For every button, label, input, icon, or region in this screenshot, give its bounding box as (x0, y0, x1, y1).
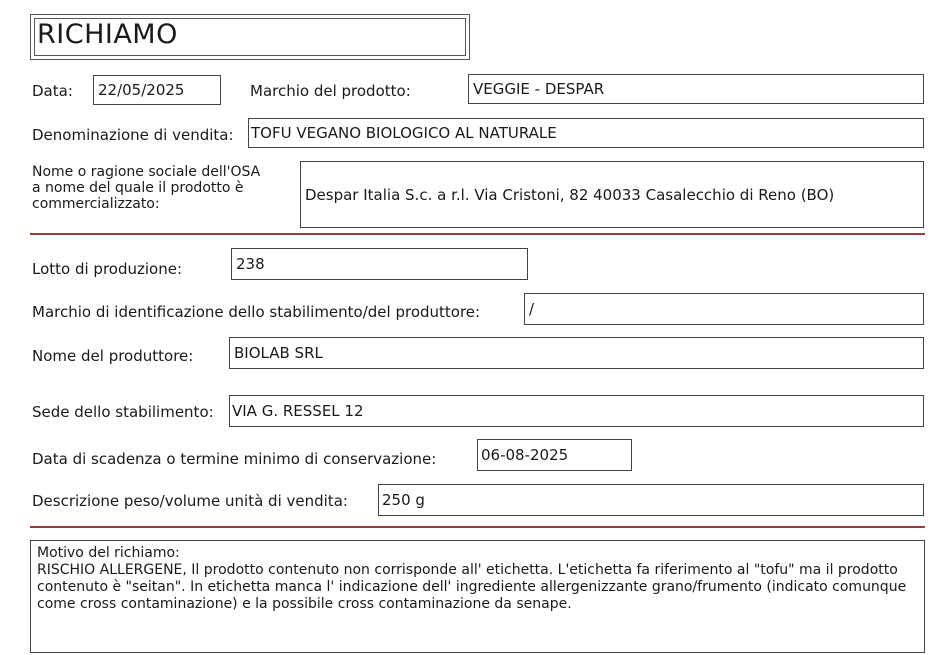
denominazione-value: TOFU VEGANO BIOLOGICO AL NATURALE (251, 124, 557, 142)
nome-produttore-field (229, 337, 924, 369)
scadenza-field (477, 439, 632, 471)
osa-label-line-3: commercializzato: (32, 196, 160, 212)
osa-label-line-2: a nome del quale il prodotto è (32, 180, 244, 196)
peso-value: 250 g (382, 491, 425, 509)
peso-field (378, 484, 924, 516)
nome-produttore-value: BIOLAB SRL (234, 344, 323, 362)
denominazione-label: Denominazione di vendita: (32, 126, 234, 144)
motivo-text: RISCHIO ALLERGENE, Il prodotto contenuto non corrisponde all' etichetta. L'etichetta fa riferimento al "tofu" ma il prodotto contenuto è "seitan". In etichetta manca l' indicazione dell' ingrediente allergenizzante grano/frumento (indicato comunque come cross contaminazione) e la possibile cross contaminazione da senape. (37, 562, 911, 612)
nome-produttore-label: Nome del produttore: (32, 347, 194, 365)
title-box (30, 14, 470, 60)
motivo-box (30, 540, 925, 653)
motivo-heading: Motivo del richiamo: (37, 545, 180, 561)
section-divider-2 (30, 526, 925, 528)
peso-label: Descrizione peso/volume unità di vendita: (32, 492, 348, 510)
scadenza-value: 06-08-2025 (481, 446, 569, 464)
sede-value: VIA G. RESSEL 12 (232, 402, 364, 420)
marchio-prodotto-label: Marchio del prodotto: (250, 82, 411, 100)
sede-label: Sede dello stabilimento: (32, 403, 214, 421)
data-label: Data: (32, 82, 73, 100)
osa-field (300, 161, 924, 228)
page-title: RICHIAMO (37, 19, 178, 50)
section-divider-1 (30, 233, 925, 235)
marchio-prodotto-field (468, 74, 924, 104)
osa-label-line-1: Nome o ragione sociale dell'OSA (32, 164, 261, 180)
scadenza-label: Data di scadenza o termine minimo di conservazione: (32, 450, 437, 468)
marchio-prodotto-value: VEGGIE - DESPAR (473, 80, 605, 98)
lotto-label: Lotto di produzione: (32, 260, 183, 278)
marchio-identificazione-value: / (529, 300, 535, 318)
lotto-value: 238 (236, 255, 265, 273)
marchio-identificazione-field (524, 293, 924, 325)
data-value: 22/05/2025 (98, 81, 185, 99)
osa-value: Despar Italia S.c. a r.l. Via Cristoni, 82 40033 Casalecchio di Reno (BO) (305, 185, 835, 204)
data-field (93, 75, 221, 105)
lotto-field (231, 248, 528, 280)
sede-field (229, 395, 924, 427)
denominazione-field (248, 118, 924, 148)
marchio-identificazione-label: Marchio di identificazione dello stabilimento/del produttore: (32, 303, 481, 321)
osa-label (32, 164, 260, 212)
